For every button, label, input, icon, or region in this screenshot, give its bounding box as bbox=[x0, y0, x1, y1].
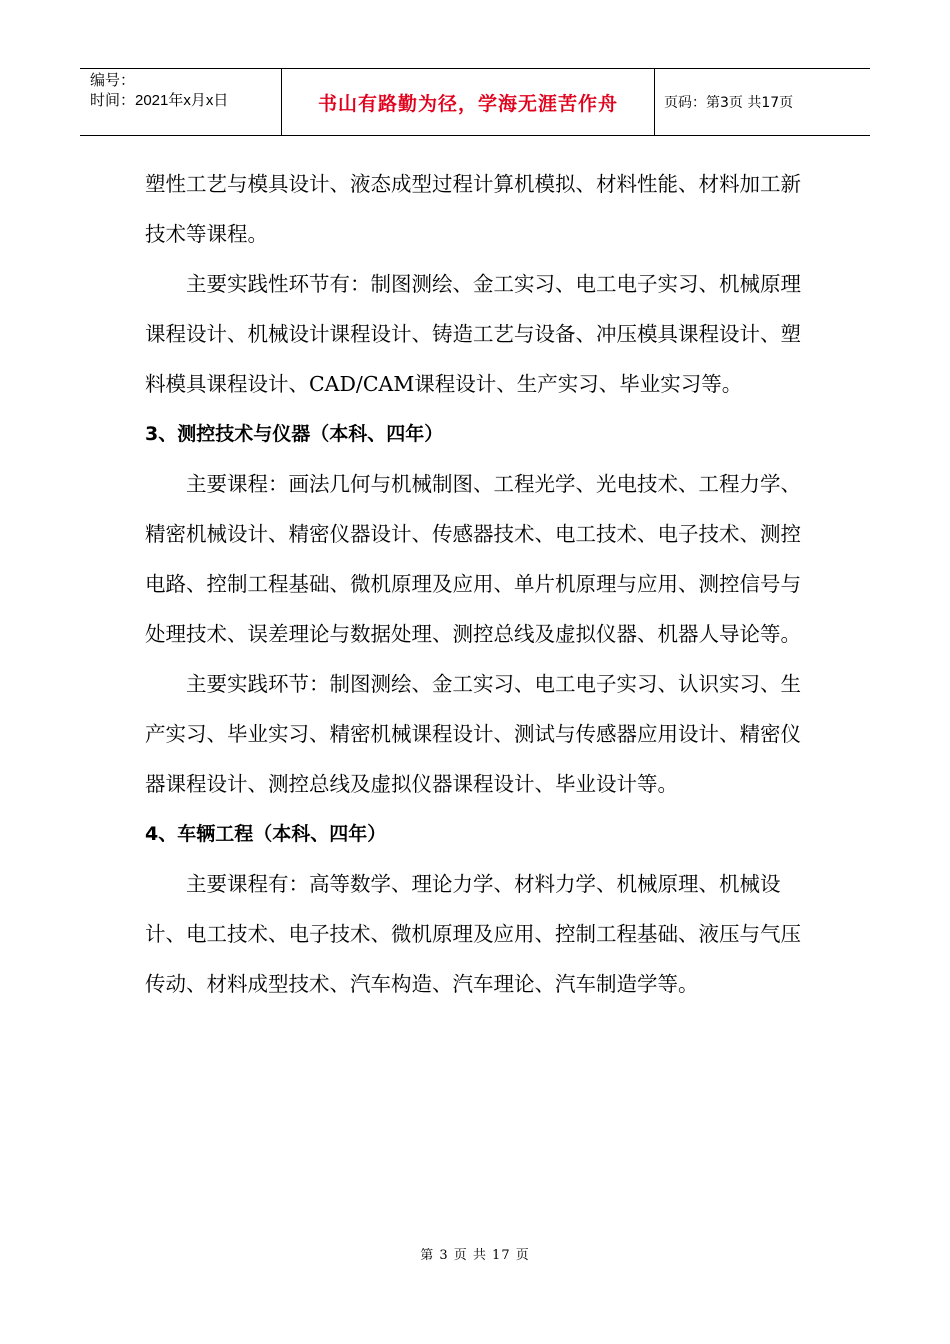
document-header bbox=[80, 68, 870, 136]
document-body bbox=[145, 159, 805, 1009]
doc-date: 时间：2021年x月x日 bbox=[90, 92, 229, 109]
header-motto: 书山有路勤为径，学海无涯苦作舟 bbox=[282, 69, 655, 135]
header-meta bbox=[80, 69, 282, 135]
section-heading-4: 4、车辆工程（本科、四年） bbox=[145, 823, 387, 845]
paragraph-courses-4: 主要课程有：高等数学、理论力学、材料力学、机械原理、机械设计、电工技术、电子技术、微机原理及应用、控制工程基础、液压与气压传动、材料成型技术、汽车构造、汽车理论、汽车制造学等。 bbox=[145, 872, 801, 996]
paragraph-courses-3: 主要课程：画法几何与机械制图、工程光学、光电技术、工程力学、精密机械设计、精密仪器设计、传感器技术、电工技术、电子技术、测控电路、控制工程基础、微机原理及应用、单片机原理与应用、测控信号与处理技术、误差理论与数据处理、测控总线及虚拟仪器、机器人导论等。 bbox=[145, 472, 801, 646]
paragraph-practice-3: 主要实践环节：制图测绘、金工实习、电工电子实习、认识实习、生产实习、毕业实习、精密机械课程设计、测试与传感器应用设计、精密仪器课程设计、测控总线及虚拟仪器课程设计、毕业设计等。 bbox=[145, 672, 801, 796]
header-page-info: 页码：第3页 共17页 bbox=[664, 95, 794, 111]
paragraph-practice-1: 主要实践性环节有：制图测绘、金工实习、电工电子实习、机械原理课程设计、机械设计课程设计、铸造工艺与设备、冲压模具课程设计、塑料模具课程设计、CAD/CAM课程设计、生产实习、毕业实习等。 bbox=[145, 272, 801, 396]
section-heading-3: 3、测控技术与仪器（本科、四年） bbox=[145, 423, 444, 445]
paragraph-continued: 塑性工艺与模具设计、液态成型过程计算机模拟、材料性能、材料加工新技术等课程。 bbox=[145, 172, 801, 246]
doc-number-label: 编号： bbox=[90, 72, 136, 89]
page-footer: 第 3 页 共 17 页 bbox=[420, 1248, 530, 1263]
